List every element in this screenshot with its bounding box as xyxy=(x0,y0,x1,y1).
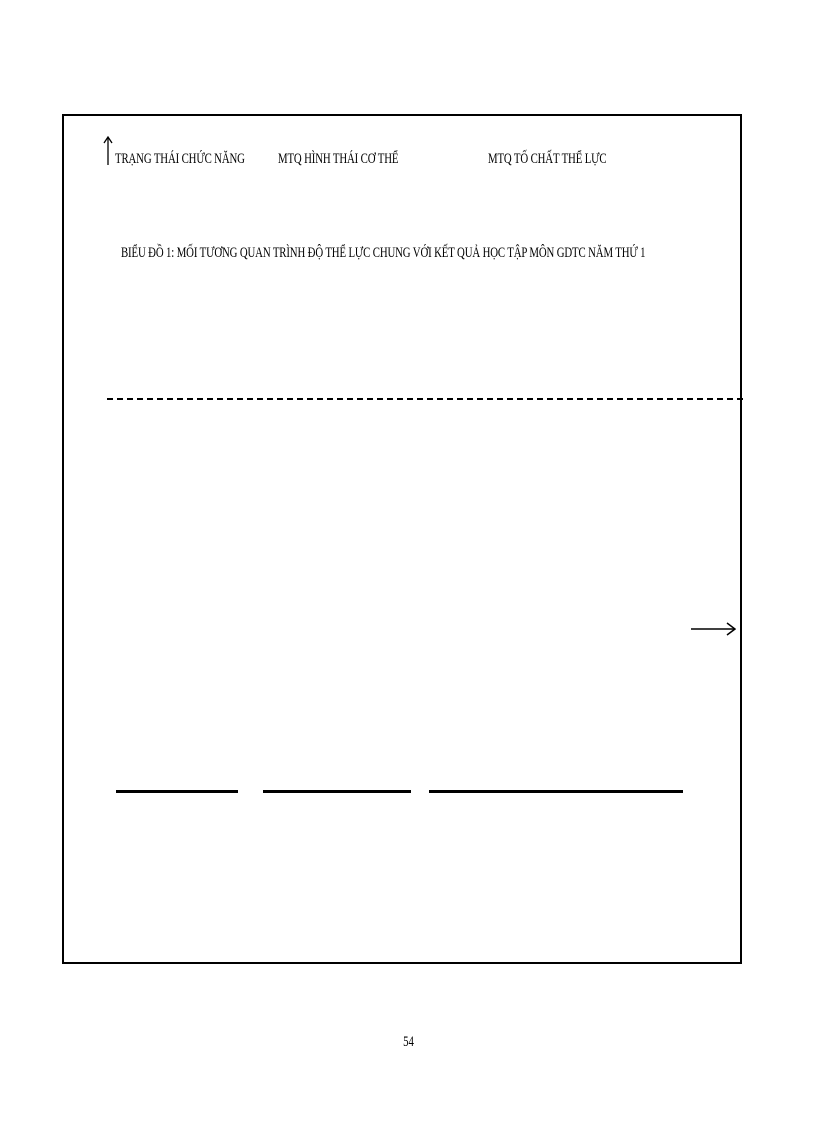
bar-line-functional-state xyxy=(116,790,238,793)
bar-line-physical-fitness xyxy=(429,790,683,793)
figure-frame xyxy=(62,114,742,964)
legend-label-body-shape: MTQ HÌNH THÁI CƠ THỂ xyxy=(278,151,399,167)
page-number-text: 54 xyxy=(402,1034,414,1050)
y-axis-arrow-icon xyxy=(103,136,113,166)
dashed-reference-line xyxy=(107,398,743,400)
page-number xyxy=(0,1034,816,1051)
chart-title: BIỂU ĐỒ 1: MỐI TƯƠNG QUAN TRÌNH ĐỘ THỂ LỰC CHUNG VỚI KẾT QUẢ HỌC TẬP MÔN GDTC NĂM THỨ 1 xyxy=(121,245,646,261)
bar-line-body-shape xyxy=(263,790,411,793)
legend-label-physical-fitness: MTQ TỐ CHẤT THỂ LỰC xyxy=(488,151,607,167)
legend-label-functional-state: TRẠNG THÁI CHỨC NĂNG xyxy=(115,151,245,167)
x-axis-arrow-icon xyxy=(690,621,736,637)
